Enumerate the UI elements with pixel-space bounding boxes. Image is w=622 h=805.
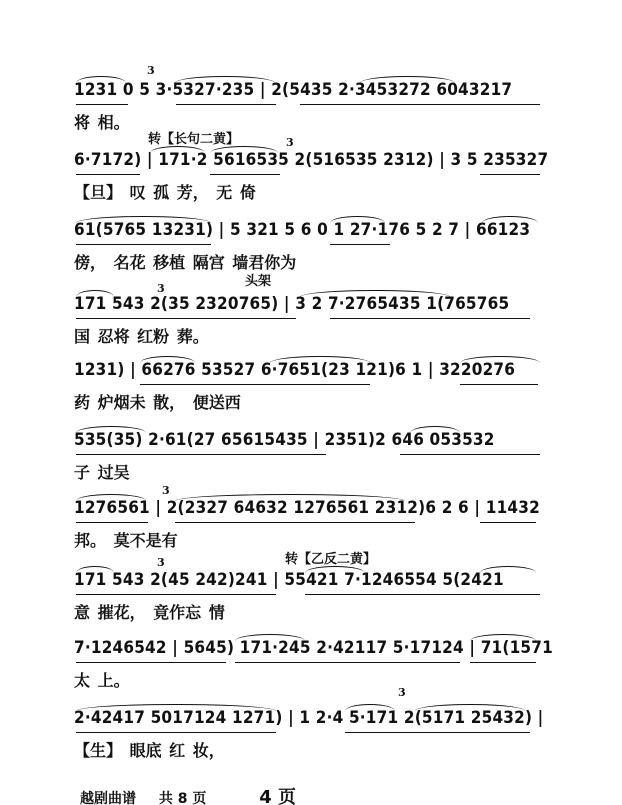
beam xyxy=(76,732,276,733)
triplet-mark: 3 xyxy=(162,484,170,497)
beam xyxy=(140,384,370,385)
slur xyxy=(76,494,146,501)
beam xyxy=(235,662,460,663)
notation-line: 171 543 2(35 2320765) | 3 2 7·2765435 1(765765 xyxy=(74,294,510,314)
slur xyxy=(345,704,395,711)
slur xyxy=(150,146,205,153)
slur xyxy=(235,634,305,641)
slur xyxy=(480,566,536,573)
beam xyxy=(330,318,530,319)
lyrics-line: 邦。 莫不是有 xyxy=(74,531,178,550)
slur xyxy=(482,216,538,223)
page-number: 4 页 xyxy=(259,787,297,805)
beam xyxy=(480,522,536,523)
slur xyxy=(76,290,114,297)
score-line xyxy=(0,686,622,764)
lyrics-line: 将 相。 xyxy=(74,113,130,132)
slur xyxy=(76,704,276,711)
triplet-mark: 3 xyxy=(398,686,406,699)
beam xyxy=(400,454,540,455)
beam xyxy=(300,104,540,105)
beam xyxy=(480,174,540,175)
notation-line: 6·7172) | 171·2 5616535 2(516535 2312) | 3 5 235327 xyxy=(74,150,549,170)
beam xyxy=(345,732,530,733)
notation-line: 2·42417 5017124 1271) | 1 2·4 5·171 2(5171 25432) | xyxy=(74,708,544,728)
slur xyxy=(76,566,114,573)
notation-line: 1231 0 5 3·5327·235 | 2(5435 2·3453272 6043217 xyxy=(74,80,513,100)
slur xyxy=(330,216,385,223)
score-line xyxy=(0,132,622,206)
lyrics-line: 【生】 眼底 红 妆， xyxy=(74,741,225,760)
beam xyxy=(76,174,140,175)
slur xyxy=(360,76,455,83)
score-line xyxy=(0,552,622,626)
score-line xyxy=(0,350,622,416)
slur xyxy=(175,76,275,83)
notation-line: 1231) | 66276 53527 6·7651(23 121)6 1 | 3220276 xyxy=(74,360,516,380)
beam xyxy=(76,104,128,105)
slur xyxy=(305,566,365,573)
slur xyxy=(300,290,450,297)
slur xyxy=(470,634,536,641)
lyrics-line: 【旦】 叹 孤 芳， 无 倚 xyxy=(74,183,256,202)
triplet-mark: 3 xyxy=(286,136,294,149)
slur xyxy=(210,146,278,153)
lyrics-line: 太 上。 xyxy=(74,671,130,690)
notation-line: 535(35) 2·61(27 65615435 | 2351)2 646 053532 xyxy=(74,430,495,450)
notation-line: 171 543 2(45 242)241 | 55421 7·1246554 5(2421 xyxy=(74,570,504,590)
page-footer xyxy=(80,783,314,805)
notation-line: 7·1246542 | 5645) 171·245 2·42117 5·17124 | 71(1571 xyxy=(74,638,553,658)
notation-line: 61(5765 13231) | 5 321 5 6 0 1 27·176 5 2 7 | 66123 xyxy=(74,220,531,240)
beam xyxy=(176,104,276,105)
slur xyxy=(76,76,126,83)
triplet-mark: 3 xyxy=(147,64,155,77)
notation-line: 1276561 | 2(2327 64632 1276561 2312)6 2 6 | 11432 xyxy=(74,498,540,518)
beam xyxy=(76,594,276,595)
slur xyxy=(76,426,146,433)
beam xyxy=(460,384,538,385)
source-label: 越剧曲谱 xyxy=(80,791,136,805)
beam xyxy=(305,594,540,595)
beam xyxy=(470,662,536,663)
lyrics-line: 子 过吴 xyxy=(74,463,130,482)
lyrics-line: 国 忍将 红粉 葬。 xyxy=(74,327,209,346)
slur xyxy=(270,356,370,363)
score-line xyxy=(0,210,622,276)
beam xyxy=(76,318,296,319)
beam xyxy=(175,522,415,523)
slur xyxy=(460,356,540,363)
slur xyxy=(140,356,195,363)
slur xyxy=(410,426,460,433)
beam xyxy=(330,244,390,245)
lyrics-line: 傍， 名花 移植 隔宫 墙君你为 xyxy=(74,253,297,272)
slur xyxy=(175,494,405,501)
section-label: 转【长句二黄】 xyxy=(148,132,240,147)
triplet-mark: 3 xyxy=(157,556,165,569)
beam xyxy=(76,662,226,663)
slur xyxy=(415,704,525,711)
score-line xyxy=(0,64,622,136)
slur xyxy=(76,216,211,223)
score-line xyxy=(0,274,622,350)
score-line xyxy=(0,420,622,486)
beam xyxy=(76,522,148,523)
beam xyxy=(76,244,211,245)
triplet-mark: 3 xyxy=(157,282,165,295)
lyrics-line: 药 炉烟未 散， 便送西 xyxy=(74,393,241,412)
score-line xyxy=(0,484,622,554)
section-label: 头架 xyxy=(245,274,272,289)
beam xyxy=(76,454,326,455)
section-label: 转【乙反二黄】 xyxy=(285,552,377,567)
score-line xyxy=(0,628,622,694)
lyrics-line: 意 摧花， 竟作忘 情 xyxy=(74,603,225,622)
beam xyxy=(210,174,280,175)
total-pages: 共 8 页 xyxy=(158,791,207,805)
